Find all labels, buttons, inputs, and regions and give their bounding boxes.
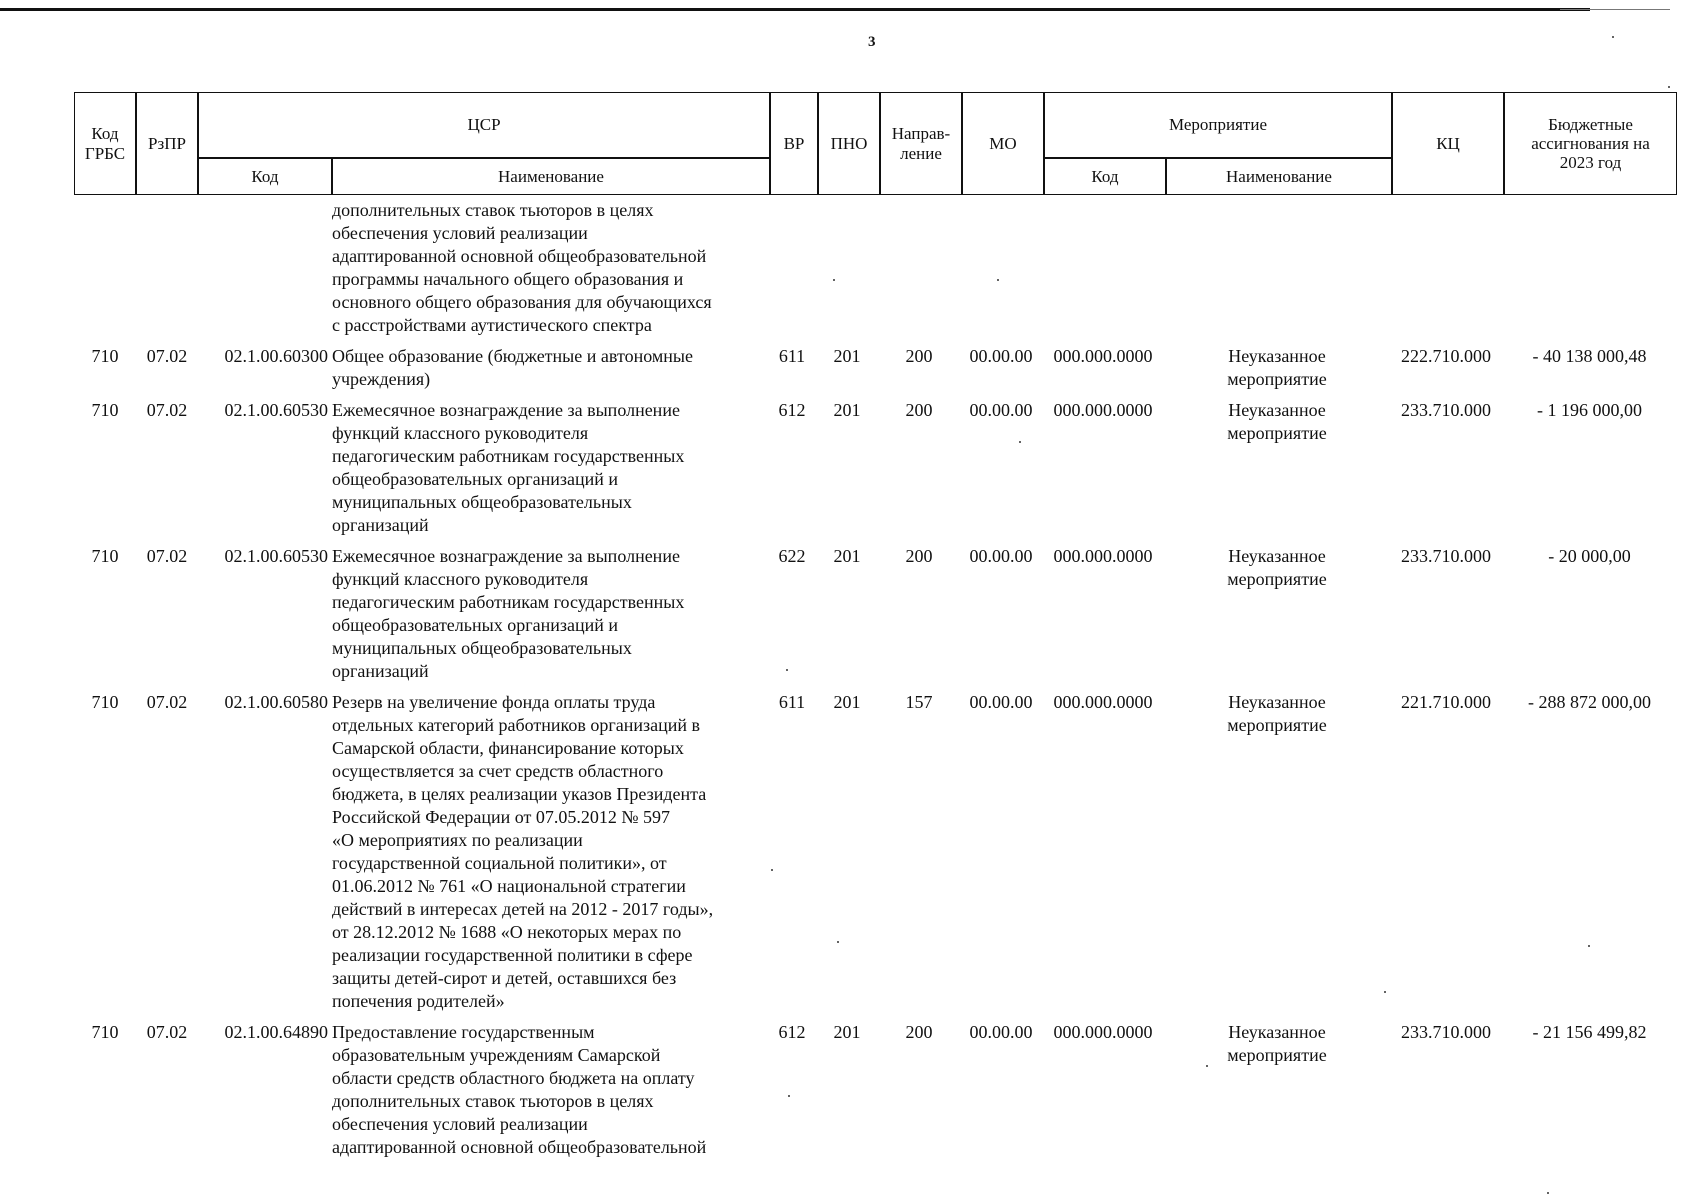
header-kc: КЦ bbox=[1392, 92, 1504, 195]
row-event-name: Неуказанное мероприятие bbox=[1227, 1022, 1327, 1065]
scan-speck bbox=[833, 279, 835, 281]
row-pno: 201 bbox=[833, 1022, 861, 1042]
scan-speck bbox=[1206, 1065, 1208, 1067]
row-pno: 201 bbox=[833, 546, 861, 566]
continuation-text: дополнительных ставок тьюторов в целях обеспечения условий реализации адаптированной основной общеобразовательной программы начального общего образования и основного общего образования для обучающихся с расстройствами аутистического спектра bbox=[332, 200, 712, 335]
scan-speck bbox=[1019, 441, 1021, 443]
row-csr-code: 02.1.00.60530 bbox=[224, 400, 328, 420]
header-event-name: Наименование bbox=[1166, 158, 1392, 195]
row-rzpr: 07.02 bbox=[146, 546, 188, 566]
row-event-code: 000.000.0000 bbox=[1053, 692, 1153, 712]
row-csr-code: 02.1.00.60580 bbox=[224, 692, 328, 712]
row-mo: 00.00.00 bbox=[969, 1022, 1033, 1042]
row-event-code: 000.000.0000 bbox=[1053, 400, 1153, 420]
scan-speck bbox=[997, 279, 999, 281]
row-name: Предоставление государственным образовательным учреждениям Самарской области средств областного бюджета на оплату дополнительных ставок тьюторов в целях обеспечения условий реализации адаптированной основной общеобразовательной bbox=[332, 1022, 707, 1157]
scan-speck bbox=[771, 869, 773, 871]
header-csr: ЦСР bbox=[198, 92, 770, 158]
row-event-name: Неуказанное мероприятие bbox=[1227, 400, 1327, 443]
row-rzpr: 07.02 bbox=[146, 1022, 188, 1042]
row-vr: 612 bbox=[778, 400, 806, 420]
row-kc: 222.710.000 bbox=[1401, 346, 1491, 366]
scan-speck bbox=[1588, 945, 1590, 947]
row-direction: 200 bbox=[905, 546, 933, 566]
top-rule-extension bbox=[1560, 9, 1670, 10]
table-header bbox=[74, 92, 1677, 195]
row-vr: 612 bbox=[778, 1022, 806, 1042]
row-rzpr: 07.02 bbox=[146, 346, 188, 366]
row-event-name: Неуказанное мероприятие bbox=[1227, 346, 1327, 389]
header-event: Мероприятие bbox=[1044, 92, 1392, 158]
row-direction: 200 bbox=[905, 400, 933, 420]
row-mo: 00.00.00 bbox=[969, 400, 1033, 420]
scan-speck bbox=[788, 1095, 790, 1097]
row-amount: - 1 196 000,00 bbox=[1537, 400, 1642, 420]
scan-speck bbox=[1668, 86, 1670, 88]
scan-speck bbox=[1612, 36, 1614, 38]
row-direction: 200 bbox=[905, 1022, 933, 1042]
row-grbs: 710 bbox=[91, 1022, 119, 1042]
row-direction: 200 bbox=[905, 346, 933, 366]
scan-speck bbox=[1547, 1192, 1549, 1194]
row-vr: 611 bbox=[778, 346, 806, 366]
row-rzpr: 07.02 bbox=[146, 692, 188, 712]
row-grbs: 710 bbox=[91, 400, 119, 420]
row-grbs: 710 bbox=[91, 346, 119, 366]
top-rule bbox=[0, 8, 1590, 11]
row-event-name: Неуказанное мероприятие bbox=[1227, 692, 1327, 735]
row-name: Резерв на увеличение фонда оплаты труда отдельных категорий работников организаций в Самарской области, финансирование которых осуществляется за счет средств областного бюджета, в целях реализации указов Президента Российской Федерации от 07.05.2012 № 597 «О мероприятиях по реализации государственной социальной политики», от 01.06.2012 № 761 «О национальной стратегии действий в интересах детей на 2012 - 2017 годы», от 28.12.2012 № 1688 «О некоторых мерах по реализации государственной политики в сфере защиты детей-сирот и детей, оставшихся без попечения родителей» bbox=[332, 692, 714, 1011]
row-mo: 00.00.00 bbox=[969, 346, 1033, 366]
header-rzpr: РзПР bbox=[136, 92, 198, 195]
row-event-code: 000.000.0000 bbox=[1053, 346, 1153, 366]
row-amount: - 40 138 000,48 bbox=[1532, 346, 1647, 366]
row-amount: - 288 872 000,00 bbox=[1528, 692, 1651, 712]
header-pno: ПНО bbox=[818, 92, 880, 195]
row-kc: 221.710.000 bbox=[1401, 692, 1491, 712]
row-direction: 157 bbox=[905, 692, 933, 712]
row-mo: 00.00.00 bbox=[969, 546, 1033, 566]
row-csr-code: 02.1.00.60300 bbox=[224, 346, 328, 366]
row-vr: 611 bbox=[778, 692, 806, 712]
header-csr-name: Наименование bbox=[332, 158, 770, 195]
page-number: 3 bbox=[868, 34, 876, 50]
scan-speck bbox=[1384, 991, 1386, 993]
row-kc: 233.710.000 bbox=[1401, 1022, 1491, 1042]
row-amount: - 21 156 499,82 bbox=[1532, 1022, 1647, 1042]
row-event-code: 000.000.0000 bbox=[1053, 1022, 1153, 1042]
row-name: Ежемесячное вознаграждение за выполнение функций классного руководителя педагогическим работникам государственных общеобразовательных организаций и муниципальных общеобразовательных организаций bbox=[332, 400, 685, 535]
row-amount: - 20 000,00 bbox=[1548, 546, 1631, 566]
header-direction: Направ-ление bbox=[880, 92, 962, 195]
row-pno: 201 bbox=[833, 346, 861, 366]
row-rzpr: 07.02 bbox=[146, 400, 188, 420]
row-event-name: Неуказанное мероприятие bbox=[1227, 546, 1327, 589]
header-csr-code: Код bbox=[198, 158, 332, 195]
scan-speck bbox=[786, 669, 788, 671]
header-budget: Бюджетные ассигнования на 2023 год bbox=[1504, 92, 1677, 195]
row-name: Ежемесячное вознаграждение за выполнение функций классного руководителя педагогическим работникам государственных общеобразовательных организаций и муниципальных общеобразовательных организаций bbox=[332, 546, 685, 681]
row-pno: 201 bbox=[833, 692, 861, 712]
row-csr-code: 02.1.00.60530 bbox=[224, 546, 328, 566]
header-mo: МО bbox=[962, 92, 1044, 195]
row-grbs: 710 bbox=[91, 546, 119, 566]
row-mo: 00.00.00 bbox=[969, 692, 1033, 712]
row-kc: 233.710.000 bbox=[1401, 546, 1491, 566]
row-kc: 233.710.000 bbox=[1401, 400, 1491, 420]
row-grbs: 710 bbox=[91, 692, 119, 712]
scan-speck bbox=[837, 941, 839, 943]
row-vr: 622 bbox=[778, 546, 806, 566]
row-name: Общее образование (бюджетные и автономные учреждения) bbox=[332, 346, 693, 389]
header-grbs: Код ГРБС bbox=[74, 92, 136, 195]
row-event-code: 000.000.0000 bbox=[1053, 546, 1153, 566]
row-pno: 201 bbox=[833, 400, 861, 420]
row-csr-code: 02.1.00.64890 bbox=[224, 1022, 328, 1042]
header-event-code: Код bbox=[1044, 158, 1166, 195]
header-vr: ВР bbox=[770, 92, 818, 195]
